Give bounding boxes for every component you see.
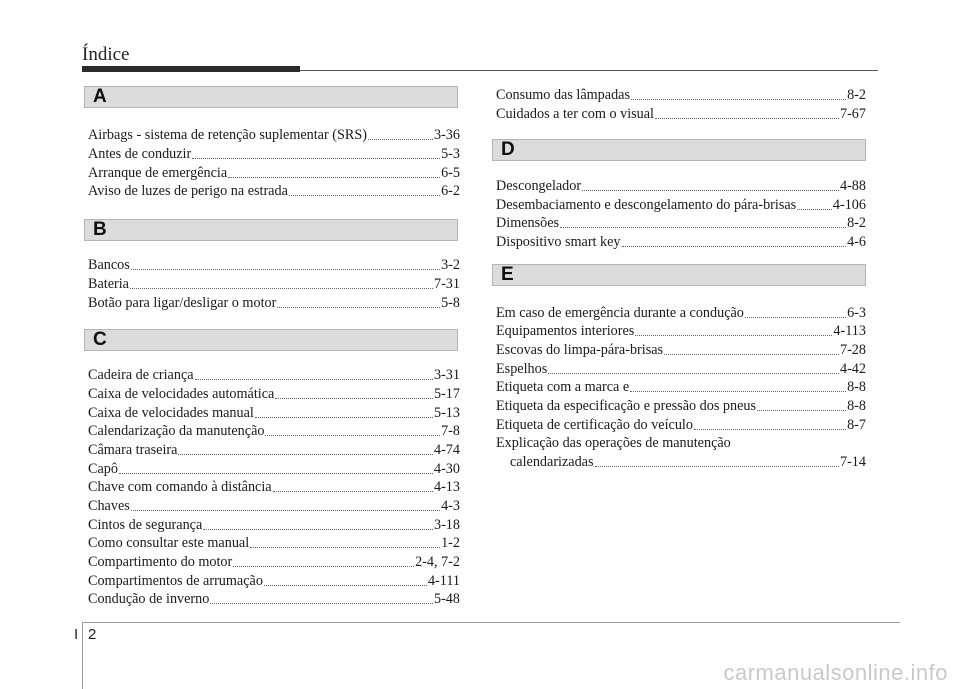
index-term: Cuidados a ter com o visual [496,106,655,122]
page-section-label: I [74,626,79,643]
index-page: 6-2 [441,183,460,199]
index-page: 3-2 [441,257,460,273]
section-header-e [492,264,866,286]
index-entry[interactable] [88,534,460,553]
dot-leader [595,465,839,467]
index-term: Como consultar este manual [88,535,250,551]
header-rule-thick [82,66,300,72]
dot-leader [195,378,433,380]
index-entry[interactable] [88,478,460,497]
index-page: 5-48 [433,591,460,607]
index-entry[interactable] [88,256,460,275]
index-entry[interactable] [88,294,460,313]
index-term: Consumo das lâmpadas [496,87,630,103]
dot-leader [233,565,414,567]
dot-leader [630,390,846,392]
index-page: 4-13 [433,479,460,495]
dot-leader [745,316,846,318]
index-term: Capô [88,461,118,477]
index-term: Câmara traseira [88,442,178,458]
dot-leader [664,353,839,355]
index-term: Etiqueta com a marca e [496,379,630,395]
index-page: 7-31 [433,276,460,292]
dot-leader [255,416,433,418]
index-entry[interactable] [88,366,460,385]
index-page: 4-30 [433,461,460,477]
index-term: Escovas do limpa-pára-brisas [496,342,664,358]
section-letter: E [501,264,514,285]
dot-leader [131,509,440,511]
index-page: 5-8 [441,295,460,311]
dot-leader [130,287,433,289]
index-term: Antes de conduzir [88,146,192,162]
index-entry[interactable] [496,360,866,379]
dot-leader [178,453,433,455]
index-term: Cintos de segurança [88,517,203,533]
index-page: 3-31 [433,367,460,383]
index-page: 4-106 [832,197,866,213]
dot-leader [757,409,846,411]
index-term: Cadeira de criança [88,367,194,383]
index-term: calendarizadas [510,454,594,470]
index-entry[interactable] [88,126,460,145]
index-page: 8-2 [847,87,866,103]
index-term: Caixa de velocidades manual [88,405,254,421]
index-page: 4-88 [839,178,866,194]
index-page: 3-36 [433,127,460,143]
index-page: 4-111 [427,573,460,589]
index-term: Airbags - sistema de retenção suplementar (SRS) [88,127,367,143]
index-term: Espelhos [496,361,548,377]
watermark: carmanualsonline.info [723,660,948,685]
dot-leader [192,157,440,159]
dot-leader [797,208,832,210]
page-number: 2 [88,626,97,643]
index-term: Caixa de velocidades automática [88,386,275,402]
section-letter: C [93,329,107,350]
dot-leader [548,372,839,374]
index-term: Arranque de emergência [88,165,228,181]
index-entry[interactable] [496,378,866,397]
dot-leader [275,397,433,399]
index-page: 4-3 [441,498,460,514]
section-header-a [84,86,458,108]
index-entry[interactable] [88,460,460,479]
index-term: Etiqueta da especificação e pressão dos pneus [496,398,756,414]
dot-leader [277,306,440,308]
index-page: 7-14 [839,454,866,470]
index-page: 3-18 [433,517,460,533]
index-page: 4-42 [839,361,866,377]
index-page: 7-28 [839,342,866,358]
index-page: 5-13 [433,405,460,421]
index-entry[interactable] [496,453,866,472]
dot-leader [250,546,440,548]
index-entry[interactable] [496,397,866,416]
index-entry[interactable] [496,214,866,233]
index-term: Bateria [88,276,129,292]
index-page: 8-2 [847,215,866,231]
index-term: Calendarização da manutenção [88,423,265,439]
index-term: Dispositivo smart key [496,234,621,250]
index-term: Chave com comando à distância [88,479,272,495]
index-term: Chaves [88,498,130,514]
index-term: Dimensões [496,215,560,231]
section-header-c [84,329,458,351]
dot-leader [131,268,440,270]
index-entry[interactable] [496,105,866,124]
index-page: 2-4, 7-2 [415,554,460,570]
section-header-d [492,139,866,161]
dot-leader [582,189,839,191]
index-entry[interactable] [88,572,460,591]
index-entry[interactable] [88,182,460,201]
index-entry[interactable] [88,404,460,423]
index-entry[interactable] [88,145,460,164]
index-entry[interactable] [496,322,866,341]
index-entry[interactable] [496,416,866,435]
index-term: Desembaciamento e descongelamento do pára-brisas [496,197,797,213]
dot-leader [622,245,847,247]
index-page: 8-7 [847,417,866,433]
index-entry[interactable] [88,275,460,294]
index-term: Botão para ligar/desligar o motor [88,295,277,311]
dot-leader [635,334,832,336]
footer-rule [82,622,900,623]
index-entry[interactable] [496,177,866,196]
index-term: Bancos [88,257,130,273]
index-page: 4-74 [433,442,460,458]
index-page: 7-67 [839,106,866,122]
index-term: Compartimento do motor [88,554,233,570]
section-letter: D [501,139,515,160]
index-page: 6-5 [441,165,460,181]
dot-leader [655,117,839,119]
index-term: Aviso de luzes de perigo na estrada [88,183,288,199]
index-entry[interactable] [496,434,866,453]
dot-leader [210,602,433,604]
index-page: 4-6 [847,234,866,250]
index-page: 4-113 [833,323,866,339]
header-title: Índice [82,44,130,65]
dot-leader [119,472,433,474]
dot-leader [203,528,433,530]
index-term: Em caso de emergência durante a condução [496,305,744,321]
section-header-b [84,219,458,241]
index-page: 1-2 [441,535,460,551]
section-letter: B [93,219,107,240]
index-term: Etiqueta de certificação do veículo [496,417,693,433]
index-page: 5-17 [433,386,460,402]
index-term: Compartimentos de arrumação [88,573,263,589]
index-term: Condução de inverno [88,591,210,607]
dot-leader [631,98,846,100]
index-entry[interactable] [88,385,460,404]
index-entry[interactable] [88,441,460,460]
index-entry[interactable] [496,341,866,360]
dot-leader [694,428,846,430]
dot-leader [560,226,846,228]
index-page: 8-8 [847,398,866,414]
index-entry[interactable] [88,164,460,183]
index-page: 6-3 [847,305,866,321]
section-letter: A [93,86,107,107]
index-entry[interactable] [88,497,460,516]
index-entry[interactable] [496,196,866,215]
index-term: Explicação das operações de manutenção [496,435,731,451]
index-entry[interactable] [88,516,460,535]
footer-vertical-rule [82,622,83,689]
dot-leader [265,434,440,436]
header-rule-thin [300,70,878,71]
index-entry[interactable] [496,86,866,105]
index-entry[interactable] [88,553,460,572]
index-entry[interactable] [496,304,866,323]
index-page: 8-8 [847,379,866,395]
index-page: 7-8 [441,423,460,439]
dot-leader [368,138,433,140]
index-term: Equipamentos interiores [496,323,635,339]
index-entry[interactable] [88,590,460,609]
dot-leader [289,194,440,196]
index-entry[interactable] [88,422,460,441]
dot-leader [228,176,440,178]
index-term: Descongelador [496,178,582,194]
dot-leader [264,584,427,586]
dot-leader [273,490,433,492]
index-page: 5-3 [441,146,460,162]
index-entry[interactable] [496,233,866,252]
